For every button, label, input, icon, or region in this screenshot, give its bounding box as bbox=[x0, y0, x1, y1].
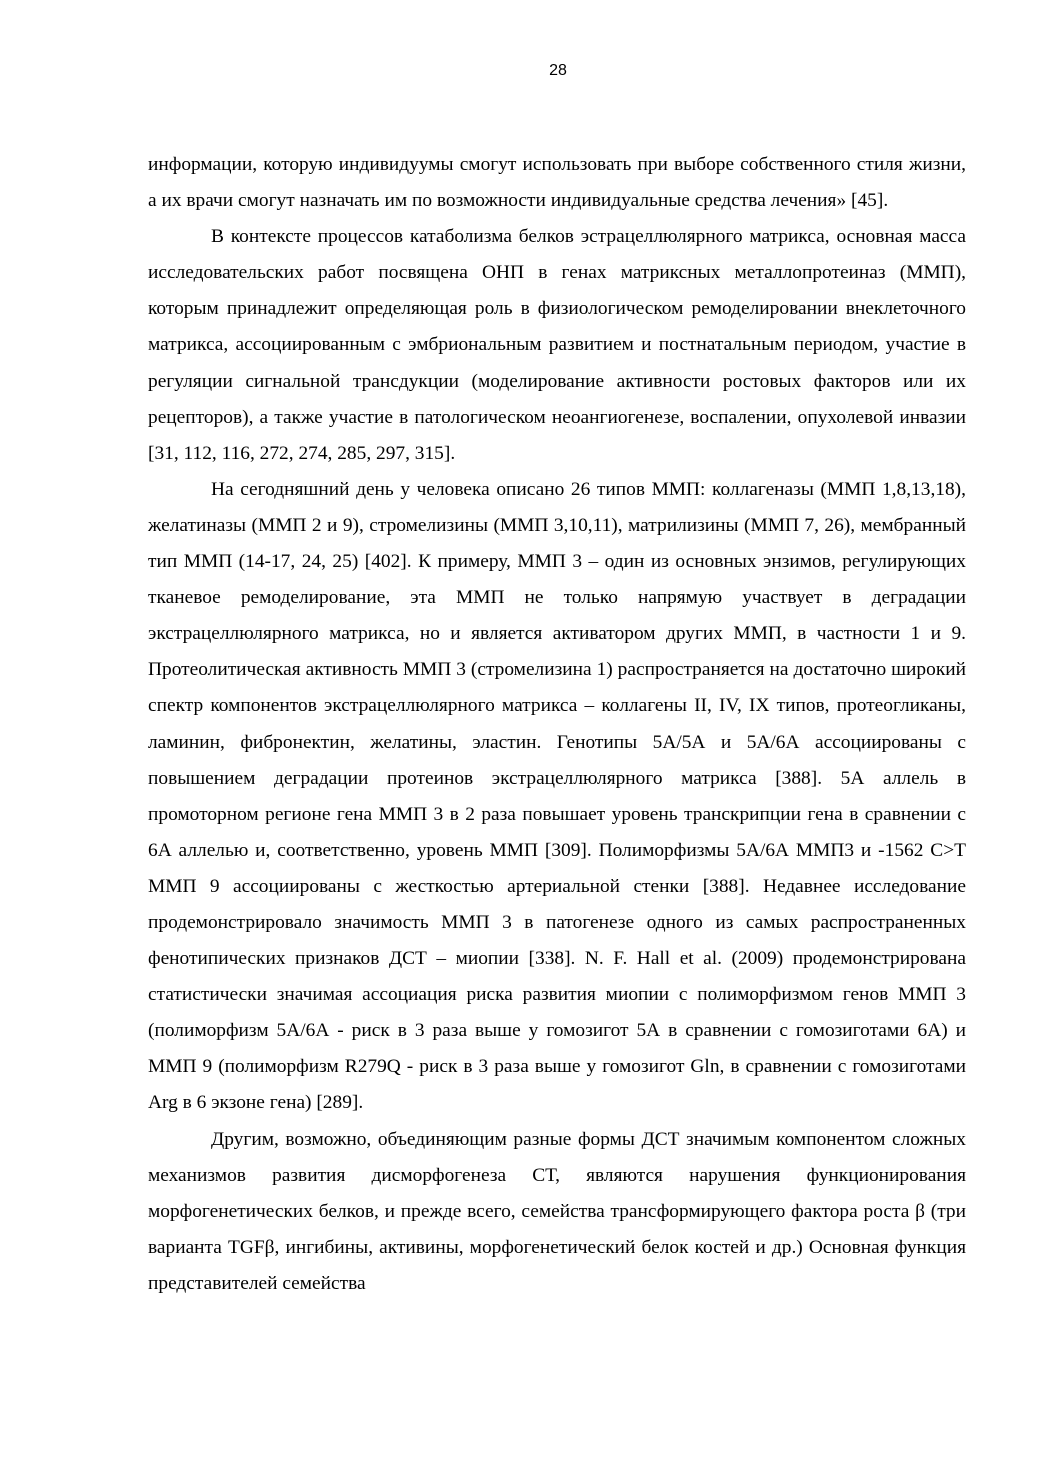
body-text bbox=[148, 147, 966, 1302]
paragraph-mmp-types: На сегодняшний день у человека описано 26 типов ММП: коллагеназы (ММП 1,8,13,18), желатиназы (ММП 2 и 9), стромелизины (ММП 3,10,11), матрилизины (ММП 7, 26), мембранный тип ММП (14-17, 24, 25) [402]. К примеру, ММП 3 – один из основных энзимов, регулирующих тканевое ремоделирование, эта ММП не только напрямую участвует в деградации экстрацеллюлярного матрикса, но и является активатором других ММП, в частности 1 и 9. Протеолитическая активность ММП 3 (стромелизина 1) распространяется на достаточно широкий спектр компонентов экстрацеллюлярного матрикса – коллагены II, IV, IX типов, протеогликаны, ламинин, фибронектин, желатины, эластин. Генотипы 5А/5А и 5А/6А ассоциированы с повышением деградации протеинов экстрацеллюлярного матрикса [388]. 5А аллель в промоторном регионе гена ММП 3 в 2 раза повышает уровень транскрипции гена в сравнении с 6А аллелью и, соответственно, уровень ММП [309]. Полиморфизмы 5А/6А ММП3 и -1562 C>T ММП 9 ассоциированы с жесткостью артериальной стенки [388]. Недавнее исследование продемонстрировало значимость ММП 3 в патогенезе одного из самых распространенных фенотипических признаков ДСТ – миопии [338]. N. F. Hall et al. (2009) продемонстрирована статистически значимая ассоциация риска развития миопии с полиморфизмом генов ММП 3 (полиморфизм 5А/6А - риск в 3 раза выше у гомозигот 5А в сравнении с гомозиготами 6А) и ММП 9 (полиморфизм R279Q - риск в 3 раза выше у гомозигот Gln, в сравнении с гомозиготами Arg в 6 экзоне гена) [289]. bbox=[148, 478, 966, 1114]
paragraph-continuation: информации, которую индивидуумы смогут использовать при выборе собственного стиля жизни, а их врачи смогут назначать им по возможности индивидуальные средства лечения» [45]. bbox=[148, 154, 966, 212]
paragraph-mmp-catabolism: В контексте процессов катаболизма белков эстрацеллюлярного матрикса, основная масса исследовательских работ посвящена ОНП в генах матриксных металлопротеиназ (ММП), которым принадлежит определяющая роль в физиологическом ремоделировании внеклеточного матрикса, ассоциированным с эмбриональным развитием и постнатальным периодом, участие в регуляции сигнальной трансдукции (моделирование активности ростовых факторов или их рецепторов), а также участие в патологическом неоангиогенезе, воспалении, опухолевой инвазии [31, 112, 116, 272, 274, 285, 297, 315]. bbox=[148, 226, 966, 464]
paragraph-tgf-beta: Другим, возможно, объединяющим разные формы ДСТ значимым компонентом сложных механизмов развития дисморфогенеза СТ, являются нарушения функционирования морфогенетических белков, и прежде всего, семейства трансформирующего фактора роста β (три варианта TGFβ, ингибины, активины, морфогенетический белок костей и др.) Основная функция представителей семейства bbox=[148, 1128, 966, 1294]
page-number: 28 bbox=[549, 62, 567, 79]
